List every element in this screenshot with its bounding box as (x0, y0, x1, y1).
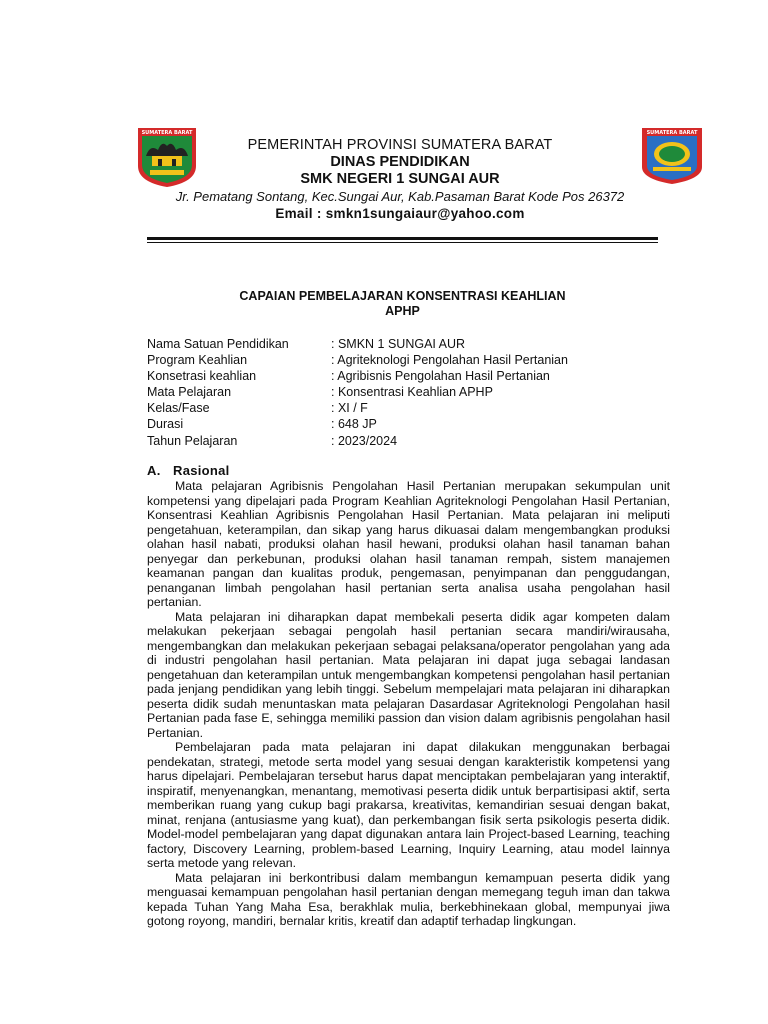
letterhead-school-name: SMK NEGERI 1 SUNGAI AUR (300, 171, 500, 187)
identity-value: : Konsentrasi Keahlian APHP (331, 385, 493, 400)
body-paragraph: Mata pelajaran ini berkontribusi dalam membangun kemampuan peserta didik yang menguasai kemampuan pengolahan hasil pertanian dengan memegang teguh iman dan takwa kepada Tuhan Yang Maha Esa, berakhlak mulia, berkebhinekaan global, mempunyai jiwa gotong royong, mandiri, bernalar kritis, kreatif dan adaptif terhadap lingkungan. (147, 870, 670, 928)
letterhead-divider-thin (147, 242, 658, 243)
letterhead-department: DINAS PENDIDIKAN (330, 154, 470, 170)
identity-value: : SMKN 1 SUNGAI AUR (331, 337, 466, 351)
identity-label: Kelas/Fase (147, 401, 210, 416)
identity-row (147, 416, 667, 432)
section-heading-rasional (147, 463, 667, 478)
identity-table (147, 336, 667, 449)
crest-left-text: SUMATERA BARAT (141, 130, 193, 136)
identity-row (147, 336, 667, 352)
letterhead (140, 137, 660, 222)
letterhead-divider-thick (147, 237, 658, 240)
identity-label: Mata Pelajaran (147, 385, 232, 400)
identity-row (147, 384, 667, 400)
identity-value: : 2023/2024 (331, 433, 398, 448)
letterhead-address: Jr. Pematang Sontang, Kec.Sungai Aur, Kab.Pasaman Barat Kode Pos 26372 (175, 189, 625, 204)
letterhead-government: PEMERINTAH PROVINSI SUMATERA BARAT (247, 137, 553, 153)
identity-value: : XI / F (331, 401, 368, 416)
identity-label: Program Keahlian (147, 353, 248, 368)
document-title-line2: APHP (385, 304, 420, 318)
identity-label: Nama Satuan Pendidikan (147, 337, 289, 351)
identity-value: : Agriteknologi Pengolahan Hasil Pertanian (331, 353, 568, 368)
identity-row (147, 352, 667, 368)
identity-label: Tahun Pelajaran (147, 433, 238, 448)
section-title: Rasional (173, 463, 230, 478)
identity-value: : 648 JP (331, 417, 377, 432)
letterhead-email: Email : smkn1sungaiaur@yahoo.com (275, 206, 525, 221)
identity-row (147, 368, 667, 384)
crest-right-text: SUMATERA BARAT (646, 130, 698, 136)
identity-value: : Agribisnis Pengolahan Hasil Pertanian (331, 369, 550, 384)
identity-row (147, 433, 667, 449)
identity-label: Durasi (147, 417, 184, 432)
identity-row (147, 400, 667, 416)
document-title (147, 289, 658, 319)
document-title-line1: CAPAIAN PEMBELAJARAN KONSENTRASI KEAHLIAN (239, 289, 566, 303)
rasional-body (147, 479, 670, 929)
body-paragraph: Pembelajaran pada mata pelajaran ini dapat dilakukan menggunakan berbagai pendekatan, strategi, metode serta model yang sesuai dengan karakteristik kompetensi yang harus dipelajari. Pembelajaran tersebut harus dapat menciptakan pembelajaran yang interaktif, inspiratif, menyenangkan, menantang, memotivasi peserta didik untuk berpartisipasi aktif, serta memberikan ruang yang cukup bagi prakarsa, kreativitas, kemandirian sesuai dengan bakat, minat, renjana (antusiasme yang kuat), dan perkembangan fisik serta psikologis peserta didik. Model-model pembelajaran yang dapat digunakan antara lain Project-based Learning, teaching factory, Discovery Learning, problem-based Learning, Inquiry Learning, atau model lainnya serta metode yang relevan. (147, 740, 670, 870)
section-number: A. (147, 463, 161, 478)
identity-label: Konsetrasi keahlian (147, 369, 257, 384)
body-paragraph: Mata pelajaran ini diharapkan dapat membekali peserta didik agar kompeten dalam melakukan pekerjaan sebagai pengolah hasil pertanian secara mandiri/wirausaha, mengembangkan dan melakukan pekerjaan sebagai pelaksana/operator pengolahan yang ada di industri pengolahan hasil pertanian. Mata pelajaran ini dapat juga sebagai landasan pengetahuan dan keterampilan untuk mengembangkan kompetensi pengolahan hasil pertanian pada jenjang pendidikan yang lebih tinggi. Sebelum mempelajari mata pelajaran ini diharapkan peserta didik sudah menuntaskan mata pelajaran Dasardasar Agriteknologi Pengolahan hasil Pertanian pada fase E, sehingga memiliki passion dan vision dalam agribisnis pengolahan hasil Pertanian. (147, 609, 670, 740)
body-paragraph: Mata pelajaran Agribisnis Pengolahan Hasil Pertanian merupakan sekumpulan unit kompetensi yang dipelajari pada Program Keahlian Agriteknologi Pengolahan Hasil Pertanian, Konsentrasi Keahlian Agribisnis Pengolahan Hasil Pertanian. Mata pelajaran ini meliputi pengetahuan, keterampilan, dan sikap yang harus dikuasai dalam mengembangkan produksi olahan hasil nabati, produksi olahan hasil hewani, produksi olahan hasil tanaman bahan penyegar dan perkebunan, produksi olahan hasil tanaman rempah, sistem manajemen keamanan pangan dan kualitas produk, pengemasan, penyimpanan dan penggudangan, penanganan limbah pengolahan hasil pertanian serta analisa usaha pengolahan hasil pertanian. (147, 479, 670, 609)
